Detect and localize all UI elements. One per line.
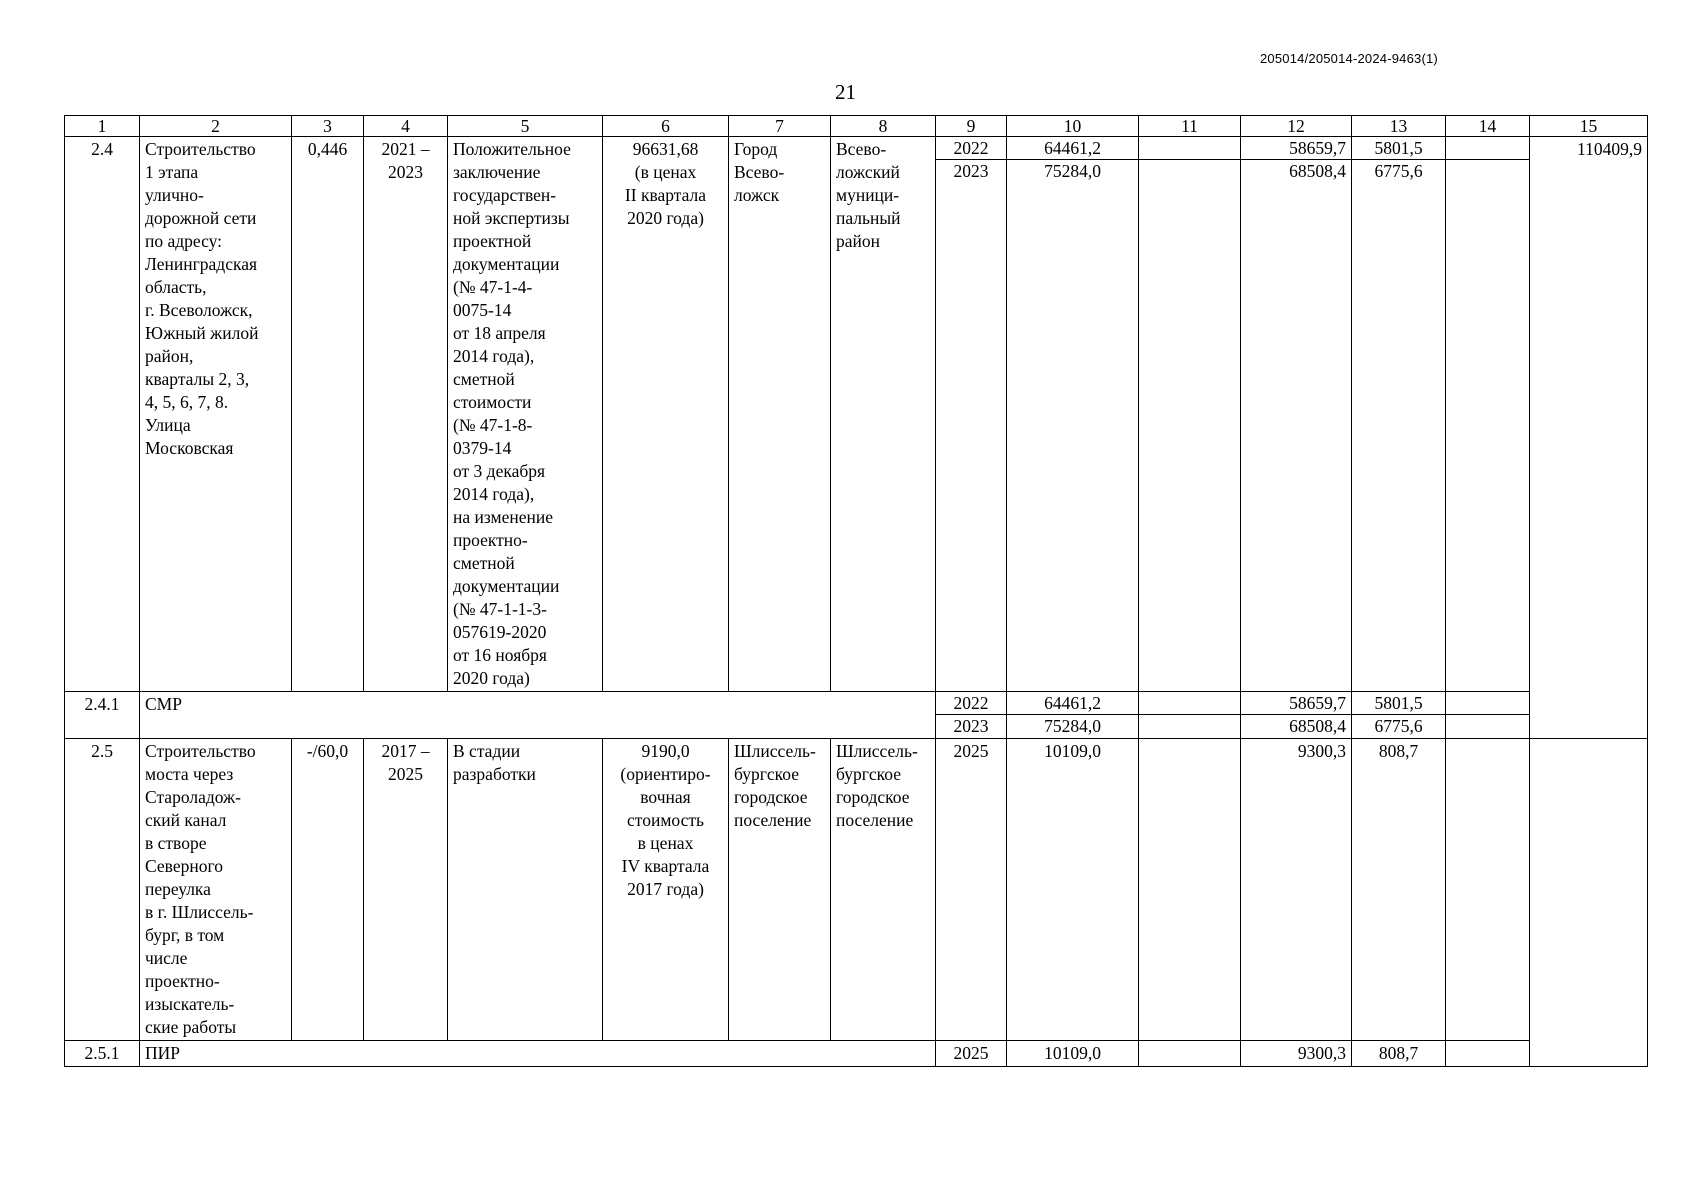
total-value: 64461,2	[1007, 137, 1138, 160]
col-header-8: 8	[831, 116, 936, 137]
col-header-15: 15	[1530, 116, 1648, 137]
col15-value	[1530, 739, 1648, 1067]
total-value: 10109,0	[1007, 1041, 1139, 1067]
estimated-cost: 9190,0 (ориентиро- вочная стоимость в ценах IV квартала 2017 года)	[603, 739, 729, 1041]
col-header-5: 5	[448, 116, 603, 137]
table-row-2-4-1	[65, 692, 1648, 739]
col13-value: 808,7	[1352, 739, 1446, 1041]
total-value: 75284,0	[1044, 716, 1101, 736]
col12-cell	[1241, 692, 1352, 739]
total-value: 75284,0	[1044, 161, 1101, 181]
page-number: 21	[835, 80, 856, 104]
col12-value: 58659,7	[1241, 137, 1351, 160]
total-cell	[1007, 137, 1139, 692]
col13-value: 6775,6	[1374, 716, 1423, 736]
year-value: 2023	[953, 161, 989, 181]
col-header-11: 11	[1139, 116, 1241, 137]
col11-cell	[1139, 692, 1241, 739]
col12-value: 68508,4	[1289, 716, 1346, 736]
period: 2017 – 2025	[364, 739, 448, 1041]
col-header-14: 14	[1446, 116, 1530, 137]
col12-value: 9300,3	[1241, 739, 1352, 1041]
total-cell	[1007, 692, 1139, 739]
col12-value: 68508,4	[1289, 161, 1346, 181]
total-value: 64461,2	[1007, 692, 1138, 715]
estimated-cost: 96631,68 (в ценах II квартала 2020 года)	[603, 137, 729, 692]
col-header-12: 12	[1241, 116, 1352, 137]
location: Шлиссель- бургское городское поселение	[729, 739, 831, 1041]
col14-value	[1446, 739, 1530, 1041]
col-header-1: 1	[65, 116, 140, 137]
years-cell	[936, 137, 1007, 692]
col13-value: 5801,5	[1352, 692, 1445, 715]
col14-value	[1446, 137, 1529, 160]
object-name: Строительство моста через Староладож- ский канал в створе Северного переулка в г. Шлиссель- бург, в том числе проектно- изыскатель- ские работы	[140, 739, 292, 1041]
document-status: Положительное заключение государствен- ной экспертизы проектной документации (№ 47-1-4- 0075-14 от 18 апреля 2014 года), сметной стоимости (№ 47-1-8- 0379-14 от 3 декабря 2014 года), на изменение проектно- сметной документации (№ 47-1-1-3- 057619-2020 от 16 ноября 2020 года)	[448, 137, 603, 692]
capacity: 0,446	[292, 137, 364, 692]
col13-cell	[1352, 137, 1446, 692]
table-row-2-5	[65, 739, 1648, 1041]
col12-value: 58659,7	[1241, 692, 1351, 715]
col13-cell	[1352, 692, 1446, 739]
col14-cell	[1446, 692, 1530, 739]
col11-value	[1139, 715, 1240, 738]
program-table	[64, 115, 1648, 1067]
col-header-7: 7	[729, 116, 831, 137]
col13-value: 5801,5	[1352, 137, 1445, 160]
col11-value	[1139, 692, 1240, 715]
col13-value: 808,7	[1352, 1041, 1446, 1067]
document-id: 205014/205014-2024-9463(1)	[1260, 51, 1438, 66]
col11-value	[1139, 137, 1240, 160]
row-number: 2.4	[65, 137, 140, 692]
col11-value	[1139, 160, 1240, 183]
col-header-4: 4	[364, 116, 448, 137]
col-header-2: 2	[140, 116, 292, 137]
capacity: -/60,0	[292, 739, 364, 1041]
col13-value: 6775,6	[1374, 161, 1423, 181]
document-status: В стадии разработки	[448, 739, 603, 1041]
year-value: 2025	[936, 739, 1007, 1041]
col12-cell	[1241, 137, 1352, 692]
period: 2021 – 2023	[364, 137, 448, 692]
object-name: Строительство 1 этапа улично- дорожной сети по адресу: Ленинградская область, г. Всеволожск, Южный жилой район, кварталы 2, 3, 4, 5, 6, 7, 8. Улица Московская	[140, 137, 292, 692]
municipality: Всево- ложский муници- пальный район	[831, 137, 936, 692]
municipality: Шлиссель- бургское городское поселение	[831, 739, 936, 1041]
table-row-2-5-1	[65, 1041, 1648, 1067]
col11-cell	[1139, 137, 1241, 692]
year-value: 2022	[936, 692, 1006, 715]
year-value: 2023	[953, 716, 989, 736]
total-value: 10109,0	[1007, 739, 1139, 1041]
location: Город Всево- ложск	[729, 137, 831, 692]
col14-cell	[1446, 137, 1530, 692]
col14-value	[1446, 1041, 1530, 1067]
col-header-10: 10	[1007, 116, 1139, 137]
col12-value: 9300,3	[1241, 1041, 1352, 1067]
object-name: ПИР	[140, 1041, 936, 1067]
table-row-2-4	[65, 137, 1648, 692]
col14-value	[1446, 160, 1529, 183]
row-number: 2.5	[65, 739, 140, 1041]
col14-value	[1446, 692, 1529, 715]
years-cell	[936, 692, 1007, 739]
col-header-13: 13	[1352, 116, 1446, 137]
column-number-row	[65, 116, 1648, 137]
row-number: 2.4.1	[65, 692, 140, 739]
col11-value	[1139, 1041, 1241, 1067]
col-header-9: 9	[936, 116, 1007, 137]
col-header-3: 3	[292, 116, 364, 137]
col15-value: 110409,9	[1530, 137, 1648, 739]
col11-value	[1139, 739, 1241, 1041]
col14-value	[1446, 715, 1529, 738]
year-value: 2022	[936, 137, 1006, 160]
row-number: 2.5.1	[65, 1041, 140, 1067]
year-value: 2025	[936, 1041, 1007, 1067]
col-header-6: 6	[603, 116, 729, 137]
object-name: СМР	[140, 692, 936, 739]
